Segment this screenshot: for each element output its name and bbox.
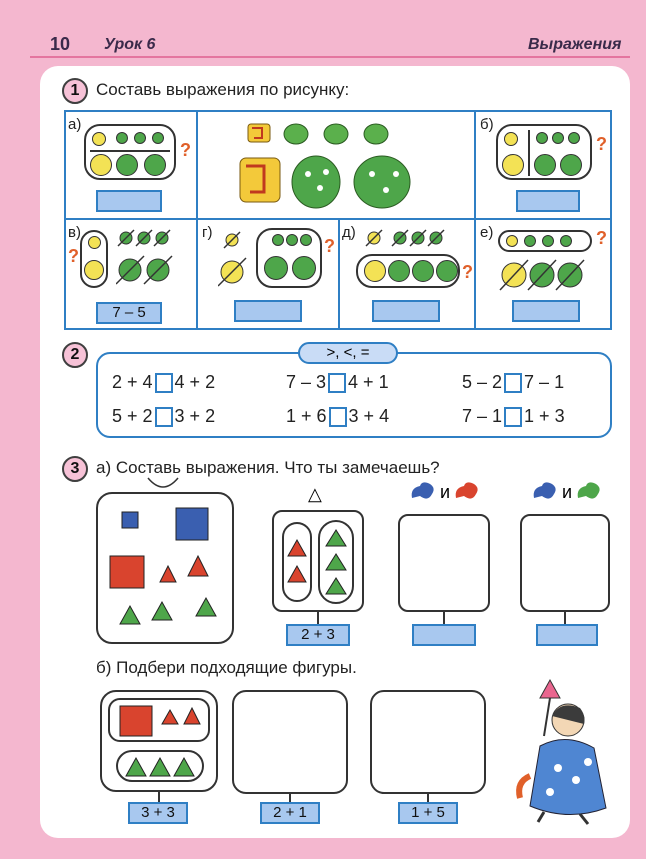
label-a: а)	[68, 116, 82, 133]
question-mark: ?	[462, 262, 473, 282]
green-triangle-icon	[126, 758, 146, 776]
green-dot	[272, 234, 284, 246]
green-triangles-group	[318, 520, 354, 604]
crossed-big-dots	[498, 258, 608, 292]
page-number: 10	[50, 34, 71, 54]
crossed-yellow-dots	[218, 230, 248, 290]
crossed-dot-icon	[428, 230, 444, 246]
green-dot	[152, 132, 164, 144]
yellow-dot	[90, 154, 112, 176]
divider-line	[528, 130, 530, 176]
grid-divider	[474, 218, 476, 330]
question-mark: ?	[324, 236, 335, 256]
red-triangle-icon	[162, 710, 178, 724]
compare-box[interactable]	[504, 373, 522, 393]
answer-box-b1[interactable]: 3 + 3	[128, 802, 188, 824]
green-dot	[542, 235, 554, 247]
empty-box-2[interactable]	[520, 514, 610, 612]
green-blot-icon	[574, 480, 604, 504]
dots-group-e	[498, 230, 592, 252]
triangles-box	[272, 510, 364, 612]
expr-left: 1 + 6	[286, 406, 327, 426]
red-shapes	[114, 702, 208, 740]
task3-part-a: а) Составь выражения. Что ты замечаешь?	[96, 458, 440, 477]
dots-group-a	[84, 124, 176, 180]
connector-line	[289, 794, 291, 802]
expr-right: 4 + 1	[348, 372, 389, 392]
green-dot	[560, 154, 582, 176]
crossed-dot-icon	[116, 256, 144, 284]
green-dot	[524, 235, 536, 247]
expr-left: 7 – 3	[286, 372, 327, 392]
compare-box[interactable]	[328, 373, 346, 393]
crossed-dot-icon	[118, 230, 134, 246]
comparison-row-2	[462, 406, 565, 427]
task3-number: 3	[62, 456, 88, 482]
answer-box-b[interactable]	[516, 190, 580, 212]
crossed-green-dots	[116, 228, 196, 292]
page-header	[0, 0, 646, 60]
big-blue-square-icon	[176, 508, 208, 540]
red-triangle-icon	[288, 566, 306, 582]
empty-box-b3[interactable]	[370, 690, 486, 794]
red-triangle-icon	[288, 540, 306, 556]
label-e: е)	[480, 224, 494, 241]
green-triangle-icon	[326, 578, 346, 594]
answer-box-blots-1[interactable]	[412, 624, 476, 646]
comparison-row-1	[112, 372, 215, 393]
task1-grid	[64, 110, 612, 330]
header-divider	[30, 56, 630, 58]
flag-triangle-icon	[540, 680, 560, 698]
yellow-dot	[364, 260, 386, 282]
green-dot	[412, 260, 434, 282]
crossed-dot-icon	[410, 230, 426, 246]
crossed-dot-icon	[154, 230, 170, 246]
expr-left: 2 + 4	[112, 372, 153, 392]
answer-box-e[interactable]	[512, 300, 580, 322]
blue-blot-icon	[408, 480, 438, 504]
yellow-dot	[88, 236, 101, 249]
small-red-triangle-icon	[160, 566, 176, 582]
green-triangle-icon	[120, 606, 140, 624]
small-cup-green-icon	[284, 124, 308, 144]
yellow-dot	[502, 154, 524, 176]
task2-number: 2	[62, 342, 88, 368]
child-character-illustration	[510, 676, 620, 826]
divider-line	[90, 150, 170, 152]
and-word: и	[562, 482, 573, 502]
green-triangle-icon	[326, 554, 346, 570]
expr-right: 3 + 2	[174, 406, 216, 426]
task1-title: Составь выражения по рисунку:	[96, 80, 350, 99]
question-mark: ?	[596, 134, 607, 154]
expr-right: 4 + 2	[174, 372, 216, 392]
small-cup-yellow-icon	[248, 124, 270, 142]
green-shapes	[124, 756, 198, 778]
dots-group-b	[496, 124, 592, 180]
green-dot	[144, 154, 166, 176]
big-red-square-icon	[110, 556, 144, 588]
small-cup-green-icon	[324, 124, 348, 144]
crossed-dot-icon	[528, 260, 556, 290]
answer-box-a[interactable]	[96, 190, 162, 212]
green-triangle-icon	[326, 530, 346, 546]
green-dot	[436, 260, 458, 282]
green-triangle-icon	[174, 758, 194, 776]
compare-box[interactable]	[504, 407, 522, 427]
shapes-set-box	[96, 492, 234, 644]
empty-box-b2[interactable]	[232, 690, 348, 794]
green-dot	[388, 260, 410, 282]
grid-divider	[474, 112, 476, 218]
crossed-dot-icon	[218, 258, 246, 286]
green-dot	[116, 154, 138, 176]
small-cup-green-icon	[364, 124, 388, 144]
comparison-row-2	[286, 406, 389, 427]
question-mark: ?	[68, 246, 79, 266]
crossed-small-dots	[364, 228, 454, 248]
empty-box-1[interactable]	[398, 514, 490, 612]
connector-line	[443, 612, 445, 624]
answer-box-triangles[interactable]: 2 + 3	[286, 624, 350, 646]
green-dot	[552, 132, 564, 144]
bracket-arc	[146, 476, 180, 492]
shapes-illustration	[98, 494, 232, 642]
lesson-title: Урок 6	[104, 36, 156, 53]
compare-box[interactable]	[155, 373, 173, 393]
green-dot	[536, 132, 548, 144]
blue-blot-icon	[530, 480, 560, 504]
question-mark: ?	[180, 140, 191, 160]
connector-line	[427, 794, 429, 802]
green-dot	[560, 235, 572, 247]
compare-box[interactable]	[329, 407, 347, 427]
topic-title: Выражения	[528, 36, 622, 53]
crossed-dot-icon	[366, 230, 382, 246]
dots-group-v	[80, 230, 108, 288]
question-mark: ?	[596, 228, 607, 248]
red-triangles	[286, 536, 308, 592]
green-dot	[534, 154, 556, 176]
connector-line	[158, 792, 160, 802]
comparison-row-2	[112, 406, 215, 427]
label-b: б)	[480, 116, 494, 133]
yellow-dot	[84, 260, 104, 280]
filled-shapes-box	[100, 690, 218, 792]
label-v: в)	[68, 224, 81, 241]
grid-divider	[338, 218, 340, 330]
red-triangle-icon	[184, 708, 200, 724]
yellow-dot	[92, 132, 106, 146]
label-d: д)	[342, 224, 356, 241]
big-cup-green-icon	[354, 156, 410, 208]
crossed-dot-icon	[136, 230, 152, 246]
answer-box-b3[interactable]: 1 + 5	[398, 802, 458, 824]
yellow-dot	[504, 132, 518, 146]
answer-box-b2[interactable]: 2 + 1	[260, 802, 320, 824]
green-triangle-icon	[152, 602, 172, 620]
big-cup-yellow-icon	[240, 158, 280, 202]
red-square-icon	[120, 706, 152, 736]
small-blue-square-icon	[122, 512, 138, 528]
green-dot	[286, 234, 298, 246]
expr-left: 7 – 1	[462, 406, 503, 426]
expr-right: 7 – 1	[524, 372, 565, 392]
answer-box-d[interactable]	[372, 300, 440, 322]
connector-line	[317, 612, 319, 624]
crossed-dot-icon	[224, 232, 240, 248]
red-blot-icon	[452, 480, 482, 504]
yellow-dot	[506, 235, 518, 247]
green-dot	[134, 132, 146, 144]
answer-box-g[interactable]	[234, 300, 302, 322]
expr-left: 5 + 2	[112, 406, 153, 426]
big-cup-green-icon	[292, 156, 340, 208]
red-triangle-icon	[188, 556, 208, 576]
crossed-dot-icon	[556, 260, 584, 290]
green-dot	[568, 132, 580, 144]
red-triangles-group	[282, 522, 312, 602]
green-triangle-icon	[150, 758, 170, 776]
task1-number: 1	[62, 78, 88, 104]
and-word: и	[440, 482, 451, 502]
compare-box[interactable]	[155, 407, 173, 427]
red-shapes-group	[108, 698, 210, 742]
grid-divider	[196, 112, 198, 218]
green-dot	[264, 256, 288, 280]
crossed-dot-icon	[392, 230, 408, 246]
signs-pill: >, <, =	[298, 342, 398, 364]
crossed-dot-icon	[144, 256, 172, 284]
task3-part-b: б) Подбери подходящие фигуры.	[96, 658, 357, 677]
answer-box-v[interactable]: 7 – 5	[96, 302, 162, 324]
triangle-outline-icon: △	[308, 484, 322, 504]
comparison-row-1	[462, 372, 564, 393]
cups-illustration	[216, 118, 456, 214]
expr-right: 1 + 3	[524, 406, 565, 426]
comparison-row-1	[286, 372, 389, 393]
expr-right: 3 + 4	[348, 406, 390, 426]
green-dot	[300, 234, 312, 246]
crossed-dot-icon	[500, 260, 528, 290]
answer-box-blots-2[interactable]	[536, 624, 598, 646]
label-g: г)	[202, 224, 213, 241]
expr-left: 5 – 2	[462, 372, 503, 392]
green-triangles	[324, 528, 348, 600]
green-dot	[292, 256, 316, 280]
grid-divider	[196, 218, 198, 330]
dots-group-g	[256, 228, 322, 288]
green-dot	[116, 132, 128, 144]
green-shapes-group	[116, 750, 204, 782]
dots-group-d	[356, 254, 460, 288]
connector-line	[564, 612, 566, 624]
green-triangle-icon	[196, 598, 216, 616]
